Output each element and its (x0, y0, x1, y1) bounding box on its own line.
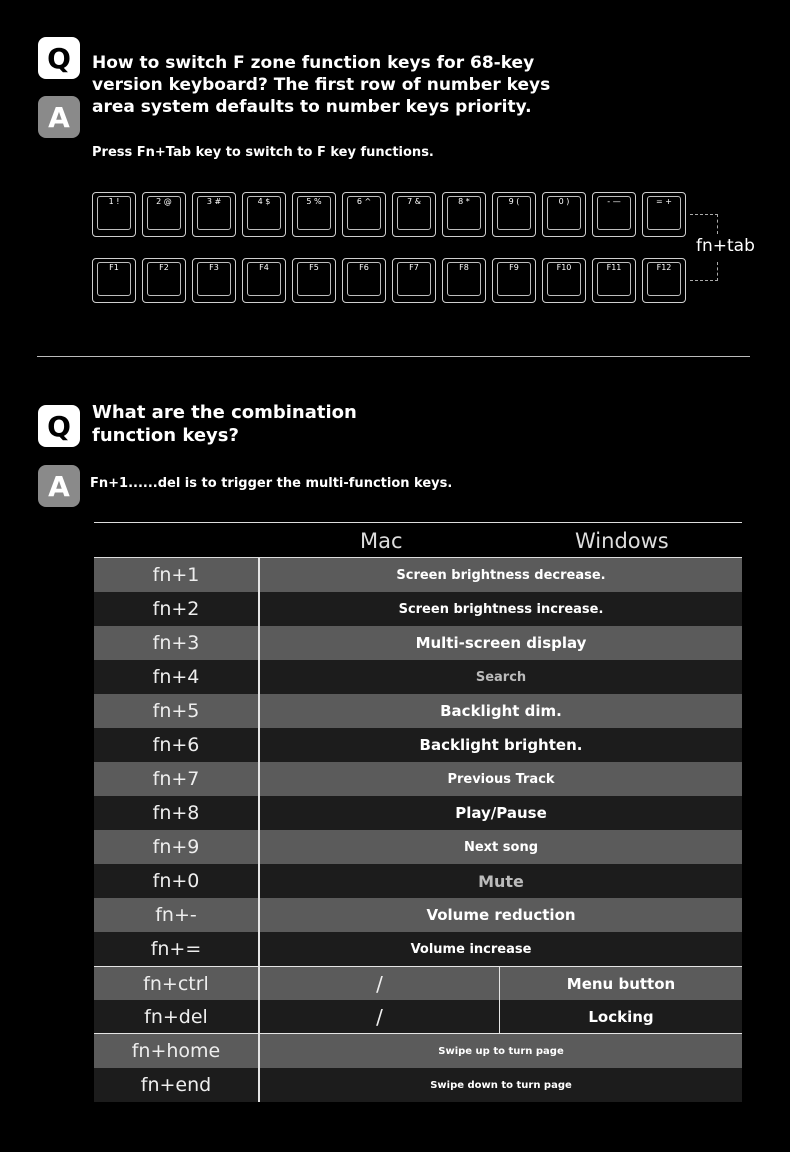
key-combo: fn+6 (94, 728, 260, 762)
question-2-line-1: What are the combination (92, 402, 357, 423)
question-1-line-1: How to switch F zone function keys for 68-key (92, 53, 535, 73)
key-combo: fn+0 (94, 864, 260, 898)
key-combo: fn+5 (94, 694, 260, 728)
key-combo: fn+8 (94, 796, 260, 830)
windows-function: Locking (588, 1007, 654, 1026)
table-row (94, 592, 742, 626)
key-function: Screen brightness decrease. (396, 567, 606, 583)
header-mac: Mac (360, 529, 403, 553)
key-function: Volume reduction (426, 906, 576, 924)
number-key-row (92, 192, 686, 237)
key-combo: fn+4 (94, 660, 260, 694)
key-combo: fn+end (94, 1068, 260, 1102)
key-function: Swipe down to turn page (430, 1079, 572, 1091)
answer-1: Press Fn+Tab key to switch to F key functions. (92, 145, 434, 160)
key-combo: fn+- (94, 898, 260, 932)
keycap-8: 8 * (442, 192, 486, 237)
table-row (94, 728, 742, 762)
table-row (94, 558, 742, 592)
table-row (94, 898, 742, 932)
keycap-9: 9 ( (492, 192, 536, 237)
keycap-f6: F6 (342, 258, 386, 303)
keycap-f3: F3 (192, 258, 236, 303)
key-combo: fn+3 (94, 626, 260, 660)
keycap-7: 7 & (392, 192, 436, 237)
answer-badge-1: A (38, 96, 80, 138)
table-row (94, 626, 742, 660)
keycap-5: 5 % (292, 192, 336, 237)
table-row (94, 762, 742, 796)
table-row (94, 864, 742, 898)
keycap-f7: F7 (392, 258, 436, 303)
mac-function: / (260, 1000, 500, 1033)
key-combo: fn+home (94, 1034, 260, 1068)
key-function: Search (475, 669, 527, 685)
header-windows: Windows (575, 529, 669, 553)
section-divider (37, 356, 750, 357)
question-badge-1: Q (38, 37, 80, 79)
question-1-line-3: area system defaults to number keys priority. (92, 97, 532, 117)
answer-2: Fn+1......del is to trigger the multi-function keys. (90, 476, 453, 491)
toggle-bracket-bottom (690, 262, 718, 281)
key-combo: fn+2 (94, 592, 260, 626)
table-row (94, 932, 742, 966)
keycap-minus: - — (592, 192, 636, 237)
key-function: Next song (463, 839, 539, 855)
question-badge-2: Q (38, 405, 80, 447)
keycap-f5: F5 (292, 258, 336, 303)
keycap-0: 0 ) (542, 192, 586, 237)
fn-tab-label: fn+tab (696, 236, 755, 256)
table-row (94, 830, 742, 864)
keycap-4: 4 $ (242, 192, 286, 237)
table-row (94, 1034, 742, 1068)
keycap-f1: F1 (92, 258, 136, 303)
key-function: Backlight dim. (440, 702, 562, 720)
keycap-f10: F10 (542, 258, 586, 303)
keycap-f12: F12 (642, 258, 686, 303)
question-2-line-2: function keys? (92, 425, 239, 446)
keycap-f8: F8 (442, 258, 486, 303)
split-cell (260, 967, 742, 1000)
key-combo: fn+del (94, 1000, 260, 1033)
keycap-f4: F4 (242, 258, 286, 303)
key-function: Swipe up to turn page (438, 1045, 564, 1057)
key-function: Screen brightness increase. (398, 601, 604, 617)
key-combo: fn+ctrl (94, 967, 260, 1000)
keycap-2: 2 @ (142, 192, 186, 237)
keycap-1: 1 ! (92, 192, 136, 237)
table-row (94, 660, 742, 694)
key-function: Multi-screen display (415, 634, 587, 652)
combination-key-table (94, 522, 742, 1102)
table-row (94, 796, 742, 830)
question-1-line-2: version keyboard? The first row of number keys (92, 75, 551, 95)
key-combo: fn+7 (94, 762, 260, 796)
key-function: Play/Pause (455, 804, 547, 822)
f-key-row (92, 258, 686, 303)
key-function: Backlight brighten. (419, 736, 583, 754)
key-combo: fn+= (94, 932, 260, 966)
key-function: Mute (478, 871, 524, 891)
answer-badge-2: A (38, 465, 80, 507)
keycap-f2: F2 (142, 258, 186, 303)
table-row (94, 966, 742, 1000)
table-row (94, 694, 742, 728)
table-row (94, 1000, 742, 1034)
toggle-bracket-top (690, 214, 718, 234)
table-row (94, 1068, 742, 1102)
windows-function: Menu button (566, 974, 676, 993)
keycap-f11: F11 (592, 258, 636, 303)
key-function: Previous Track (447, 771, 555, 787)
key-combo: fn+1 (94, 558, 260, 592)
keycap-3: 3 # (192, 192, 236, 237)
key-function: Volume increase (410, 941, 532, 957)
split-cell (260, 1000, 742, 1033)
key-combo: fn+9 (94, 830, 260, 864)
mac-function: / (260, 967, 500, 1000)
question-2 (92, 401, 357, 447)
question-1 (92, 52, 550, 118)
keycap-6: 6 ^ (342, 192, 386, 237)
keycap-equal: = + (642, 192, 686, 237)
keycap-f9: F9 (492, 258, 536, 303)
table-header (94, 523, 742, 558)
